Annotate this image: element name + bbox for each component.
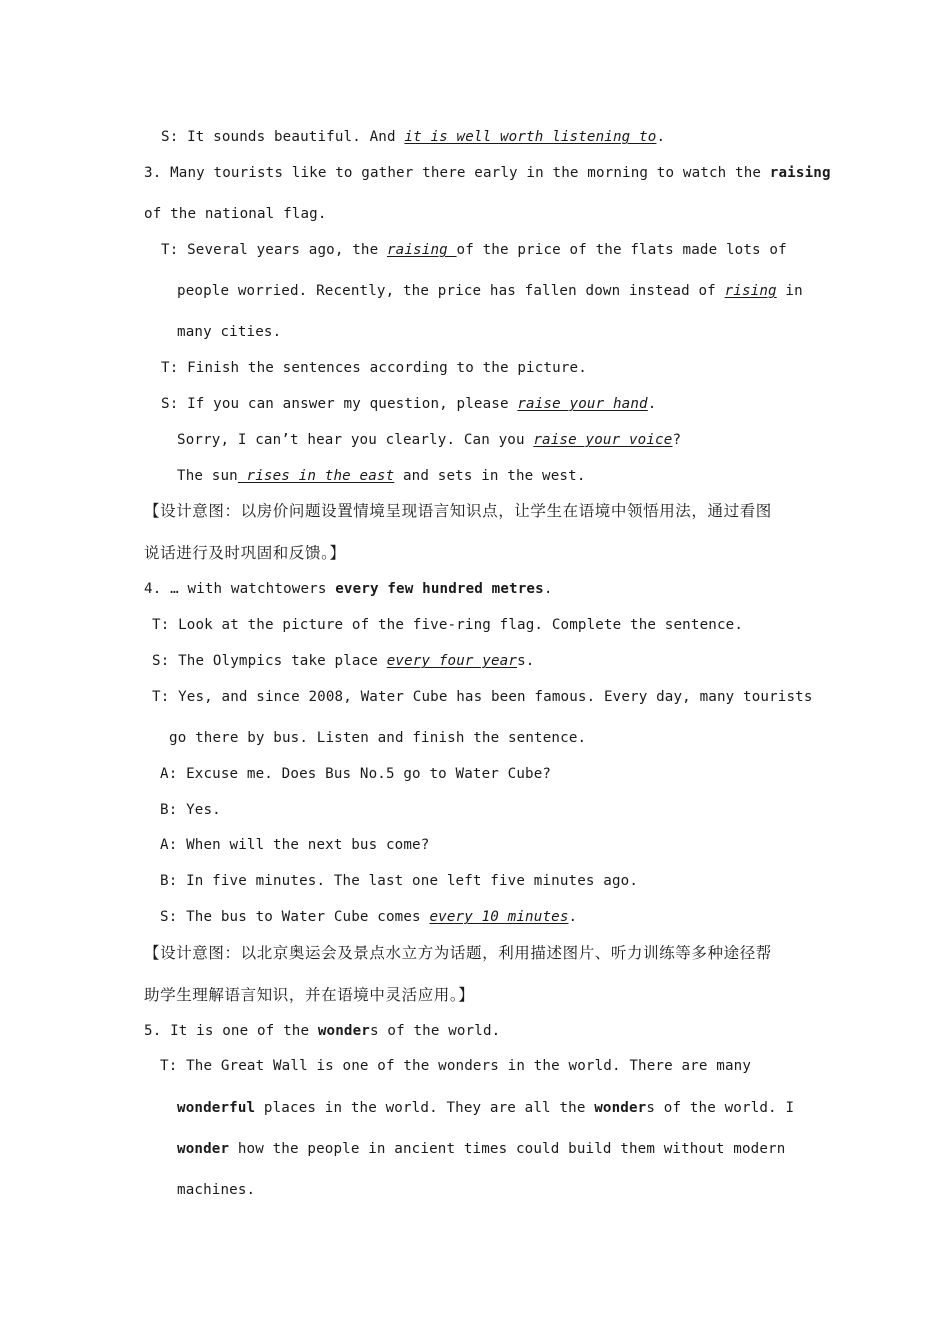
text: people worried. Recently, the price has fallen down instead of	[177, 283, 725, 299]
dialogue-line	[160, 871, 638, 891]
text: how the people in ancient times could build them without modern	[229, 1141, 786, 1157]
keyword: wonderful	[177, 1100, 256, 1116]
dialogue-line-cont	[169, 728, 586, 748]
text: of the price of the flats made lots of	[456, 242, 787, 258]
text: B: In five minutes. The last one left five minutes ago.	[160, 873, 639, 889]
dialogue-line-cont	[177, 1180, 255, 1200]
text: .	[543, 581, 553, 597]
item-heading	[144, 579, 553, 599]
text: 【设计意图：以北京奥运会及景点水立方为话题，利用描述图片、听力训练等多种途径帮	[144, 944, 772, 962]
text: .	[647, 396, 657, 412]
text: many cities.	[177, 324, 282, 340]
text: 3. Many tourists like to gather there early in the morning to watch the	[144, 165, 770, 181]
answer-blank: every 10 minutes	[429, 909, 569, 925]
text: s of the world. I	[646, 1100, 795, 1116]
dialogue-line	[160, 800, 221, 820]
text: T: Several years ago, the	[161, 242, 387, 258]
text: S: If you can answer my question, please	[161, 396, 518, 412]
text: T: Look at the picture of the five-ring flag. Complete the sentence.	[152, 617, 744, 633]
text: Sorry, I can’t hear you clearly. Can you	[177, 432, 534, 448]
design-intent-note-cont	[144, 985, 474, 1005]
dialogue-line-cont	[177, 1098, 794, 1118]
dialogue-line	[152, 615, 743, 635]
keyword: raising	[769, 165, 831, 181]
answer-blank: rising	[724, 283, 777, 299]
dialogue-line	[160, 907, 577, 927]
text: in	[776, 283, 803, 299]
text: The sun	[177, 468, 238, 484]
dialogue-line	[160, 835, 429, 855]
answer-blank: it is well worth listening to	[404, 129, 657, 145]
answer-blank: raising	[386, 242, 457, 258]
text: .	[656, 129, 666, 145]
answer-blank: rises in the east	[237, 468, 395, 484]
text: T: Finish the sentences according to the picture.	[161, 360, 587, 376]
text: s of the world.	[370, 1023, 501, 1039]
keyword: wonder	[317, 1023, 370, 1039]
text: 5. It is one of the	[144, 1023, 318, 1039]
text: S: The Olympics take place	[152, 653, 387, 669]
keyword: every few hundred metres	[335, 581, 544, 597]
text: and sets in the west.	[394, 468, 586, 484]
text: S: It sounds beautiful. And	[161, 129, 405, 145]
item-heading-cont	[144, 204, 327, 224]
dialogue-line	[161, 358, 587, 378]
answer-blank: raise your hand	[517, 396, 648, 412]
answer-blank: raise your voice	[533, 432, 673, 448]
text: 4. … with watchtowers	[144, 581, 336, 597]
design-intent-note	[144, 501, 772, 521]
text: A: Excuse me. Does Bus No.5 go to Water Cube?	[160, 766, 552, 782]
text: places in the world. They are all the	[255, 1100, 595, 1116]
dialogue-line	[160, 1056, 751, 1076]
design-intent-note	[144, 943, 772, 963]
dialogue-line-cont	[177, 430, 681, 450]
text: machines.	[177, 1182, 256, 1198]
text: of the national flag.	[144, 206, 327, 222]
dialogue-line	[161, 127, 665, 147]
text: T: Yes, and since 2008, Water Cube has been famous. Every day, many tourists	[152, 689, 813, 705]
text: 说话进行及时巩固和反馈。】	[144, 544, 346, 562]
text: S: The bus to Water Cube comes	[160, 909, 430, 925]
text: 助学生理解语言知识，并在语境中灵活应用。】	[144, 986, 475, 1004]
text: T: The Great Wall is one of the wonders in the world. There are many	[160, 1058, 752, 1074]
dialogue-line-cont	[177, 466, 586, 486]
dialogue-line	[152, 687, 813, 707]
dialogue-line-cont	[177, 322, 281, 342]
item-heading	[144, 1021, 500, 1041]
dialogue-line	[161, 394, 656, 414]
item-heading	[144, 163, 831, 183]
text: B: Yes.	[160, 802, 221, 818]
dialogue-line	[152, 651, 534, 671]
text: go there by bus. Listen and finish the sentence.	[169, 730, 587, 746]
dialogue-line-cont	[177, 1139, 785, 1159]
text: ?	[672, 432, 682, 448]
design-intent-note-cont	[144, 543, 346, 563]
dialogue-line	[161, 240, 787, 260]
text: 【设计意图：以房价问题设置情境呈现语言知识点，让学生在语境中领悟用法，通过看图	[144, 502, 772, 520]
keyword: wonder	[177, 1141, 230, 1157]
text: s.	[517, 653, 535, 669]
dialogue-line-cont	[177, 281, 803, 301]
answer-blank: every four year	[386, 653, 518, 669]
keyword: wonder	[594, 1100, 647, 1116]
dialogue-line	[160, 764, 551, 784]
text: A: When will the next bus come?	[160, 837, 430, 853]
text: .	[568, 909, 578, 925]
